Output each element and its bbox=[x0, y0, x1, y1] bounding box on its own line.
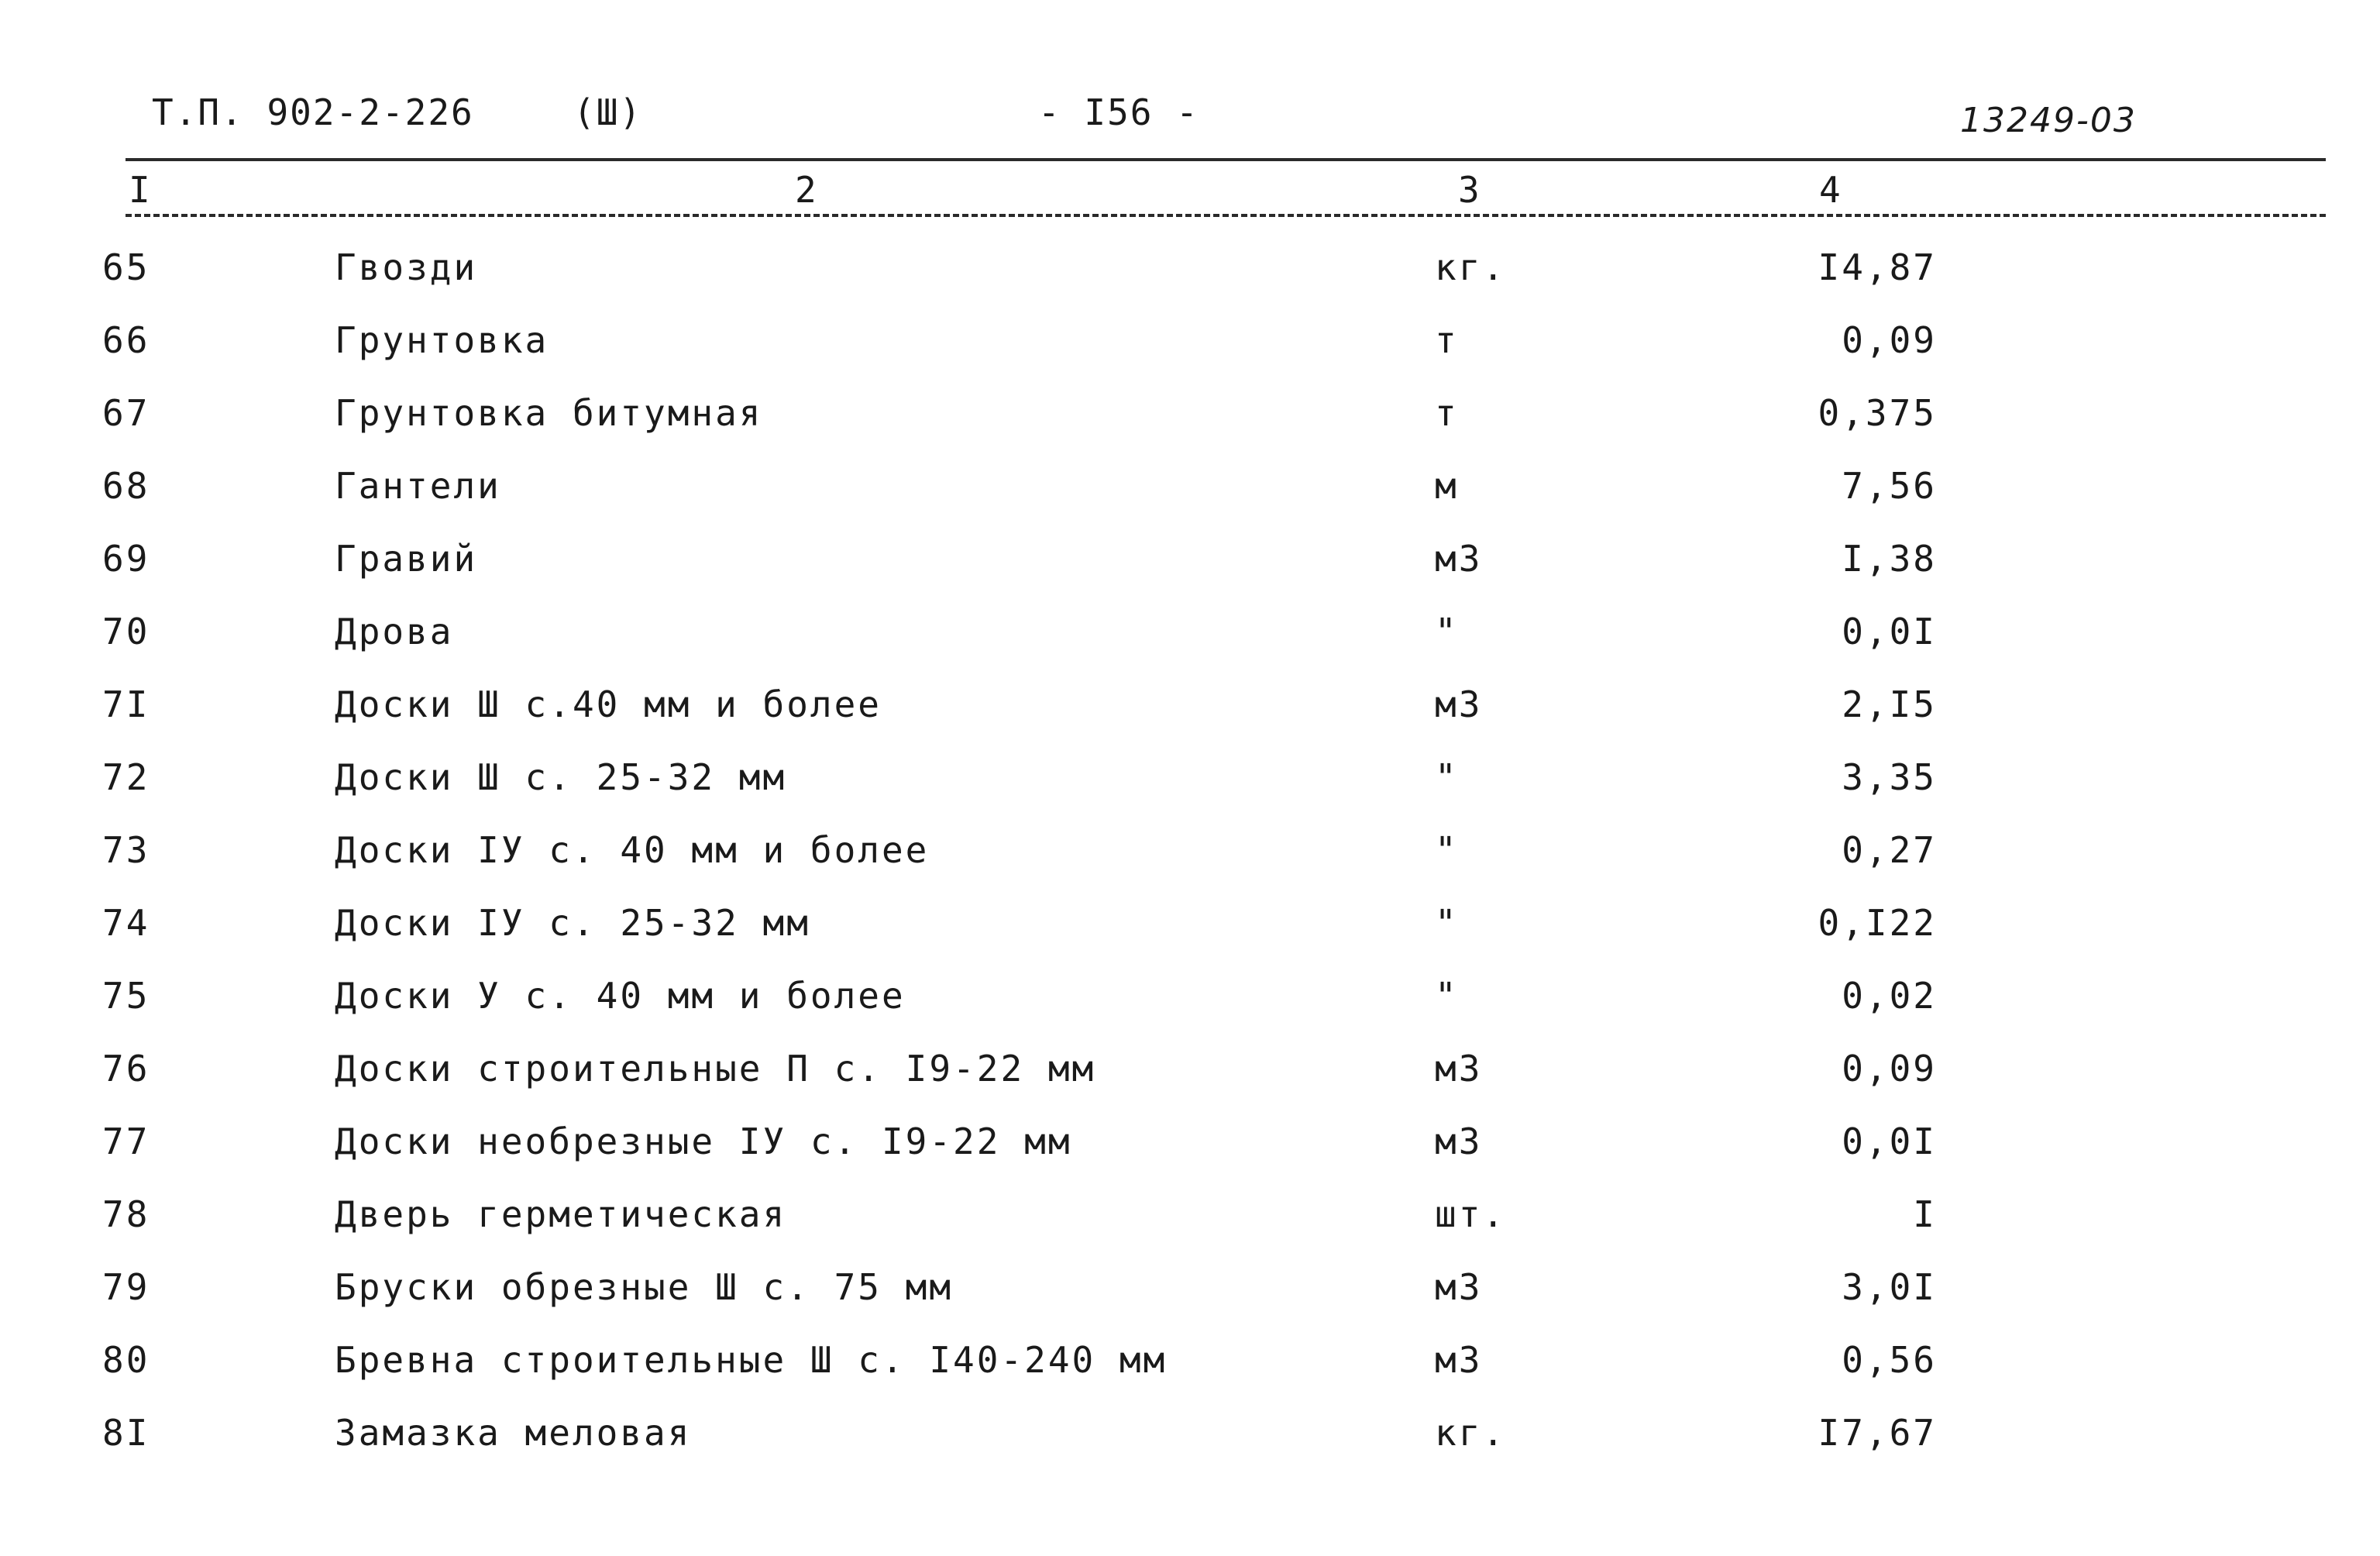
table-row bbox=[0, 829, 2380, 902]
row-number: 72 bbox=[102, 756, 150, 798]
row-quantity: 0,56 bbox=[1842, 1339, 1937, 1381]
row-quantity: 7,56 bbox=[1842, 465, 1937, 507]
row-unit: шт. bbox=[1435, 1193, 1507, 1235]
row-number: 75 bbox=[102, 975, 150, 1017]
row-name: Доски У с. 40 мм и более bbox=[335, 975, 906, 1017]
table-row bbox=[0, 1193, 2380, 1266]
row-unit: м bbox=[1435, 465, 1459, 507]
table-row bbox=[0, 246, 2380, 319]
row-number: 77 bbox=[102, 1121, 150, 1162]
row-name: Грунтовка bbox=[335, 319, 549, 361]
row-quantity: I7,67 bbox=[1818, 1412, 1937, 1454]
row-name: Грунтовка битумная bbox=[335, 392, 763, 434]
row-number: 68 bbox=[102, 465, 150, 507]
row-number: 74 bbox=[102, 902, 150, 944]
page-number: - I56 - bbox=[1038, 91, 1199, 133]
row-number: 76 bbox=[102, 1048, 150, 1090]
row-number: 65 bbox=[102, 246, 150, 288]
table-row bbox=[0, 611, 2380, 683]
column-header-2: 2 bbox=[795, 169, 817, 211]
table-row bbox=[0, 1266, 2380, 1339]
row-number: 70 bbox=[102, 611, 150, 652]
row-number: 79 bbox=[102, 1266, 150, 1308]
row-name: Доски Ш с. 25-32 мм bbox=[335, 756, 787, 798]
table-row bbox=[0, 902, 2380, 975]
table-row bbox=[0, 975, 2380, 1048]
table-row bbox=[0, 319, 2380, 392]
document-code: Т.П. 902-2-226 bbox=[152, 91, 474, 133]
row-number: 67 bbox=[102, 392, 150, 434]
row-quantity: 0,02 bbox=[1842, 975, 1937, 1017]
header-rule bbox=[126, 214, 2326, 217]
row-number: 80 bbox=[102, 1339, 150, 1381]
row-unit: " bbox=[1435, 975, 1459, 1017]
table-row bbox=[0, 683, 2380, 756]
row-quantity: I bbox=[1913, 1193, 1937, 1235]
row-quantity: 0,0I bbox=[1842, 1121, 1937, 1162]
document-number: 13249-03 bbox=[1960, 101, 2137, 140]
column-header-3: 3 bbox=[1458, 169, 1480, 211]
table-row bbox=[0, 1121, 2380, 1193]
row-quantity: I4,87 bbox=[1818, 246, 1937, 288]
row-unit: кг. bbox=[1435, 246, 1507, 288]
row-name: Гравий bbox=[335, 538, 478, 580]
row-unit: т bbox=[1435, 319, 1459, 361]
row-quantity: 0,375 bbox=[1818, 392, 1937, 434]
column-header-1: I bbox=[129, 169, 150, 211]
row-number: 69 bbox=[102, 538, 150, 580]
document-part: (Ш) bbox=[573, 91, 643, 133]
row-quantity: 2,I5 bbox=[1842, 683, 1937, 725]
row-name: Гвозди bbox=[335, 246, 478, 288]
row-quantity: 0,09 bbox=[1842, 319, 1937, 361]
row-quantity: 3,35 bbox=[1842, 756, 1937, 798]
table-row bbox=[0, 1048, 2380, 1121]
row-name: Бревна строительные Ш с. I40-240 мм bbox=[335, 1339, 1168, 1381]
row-name: Доски строительные П с. I9-22 мм bbox=[335, 1048, 1096, 1090]
row-unit: м3 bbox=[1435, 683, 1483, 725]
table-row bbox=[0, 465, 2380, 538]
row-name: Доски необрезные IУ с. I9-22 мм bbox=[335, 1121, 1072, 1162]
row-unit: м3 bbox=[1435, 538, 1483, 580]
row-unit: " bbox=[1435, 902, 1459, 944]
row-name: Бруски обрезные Ш с. 75 мм bbox=[335, 1266, 954, 1308]
row-name: Дверь герметическая bbox=[335, 1193, 787, 1235]
row-name: Замазка меловая bbox=[335, 1412, 692, 1454]
row-name: Гантели bbox=[335, 465, 501, 507]
row-unit: м3 bbox=[1435, 1121, 1483, 1162]
row-number: 8I bbox=[102, 1412, 150, 1454]
row-number: 73 bbox=[102, 829, 150, 871]
column-header-4: 4 bbox=[1819, 169, 1841, 211]
row-number: 7I bbox=[102, 683, 150, 725]
row-quantity: 0,0I bbox=[1842, 611, 1937, 652]
row-name: Доски Ш с.40 мм и более bbox=[335, 683, 882, 725]
row-unit: т bbox=[1435, 392, 1459, 434]
row-quantity: 3,0I bbox=[1842, 1266, 1937, 1308]
row-quantity: 0,I22 bbox=[1818, 902, 1937, 944]
row-unit: " bbox=[1435, 611, 1459, 652]
row-name: Доски IУ с. 40 мм и более bbox=[335, 829, 930, 871]
row-unit: м3 bbox=[1435, 1266, 1483, 1308]
row-unit: кг. bbox=[1435, 1412, 1507, 1454]
table-row bbox=[0, 392, 2380, 465]
row-unit: " bbox=[1435, 829, 1459, 871]
table-row bbox=[0, 1412, 2380, 1485]
row-quantity: 0,27 bbox=[1842, 829, 1937, 871]
row-quantity: 0,09 bbox=[1842, 1048, 1937, 1090]
row-name: Дрова bbox=[335, 611, 454, 652]
row-number: 78 bbox=[102, 1193, 150, 1235]
row-number: 66 bbox=[102, 319, 150, 361]
row-unit: " bbox=[1435, 756, 1459, 798]
row-unit: м3 bbox=[1435, 1339, 1483, 1381]
table-row bbox=[0, 538, 2380, 611]
row-quantity: I,38 bbox=[1842, 538, 1937, 580]
row-unit: м3 bbox=[1435, 1048, 1483, 1090]
table-row bbox=[0, 1339, 2380, 1412]
top-rule bbox=[126, 158, 2326, 161]
table-row bbox=[0, 756, 2380, 829]
row-name: Доски IУ с. 25-32 мм bbox=[335, 902, 810, 944]
